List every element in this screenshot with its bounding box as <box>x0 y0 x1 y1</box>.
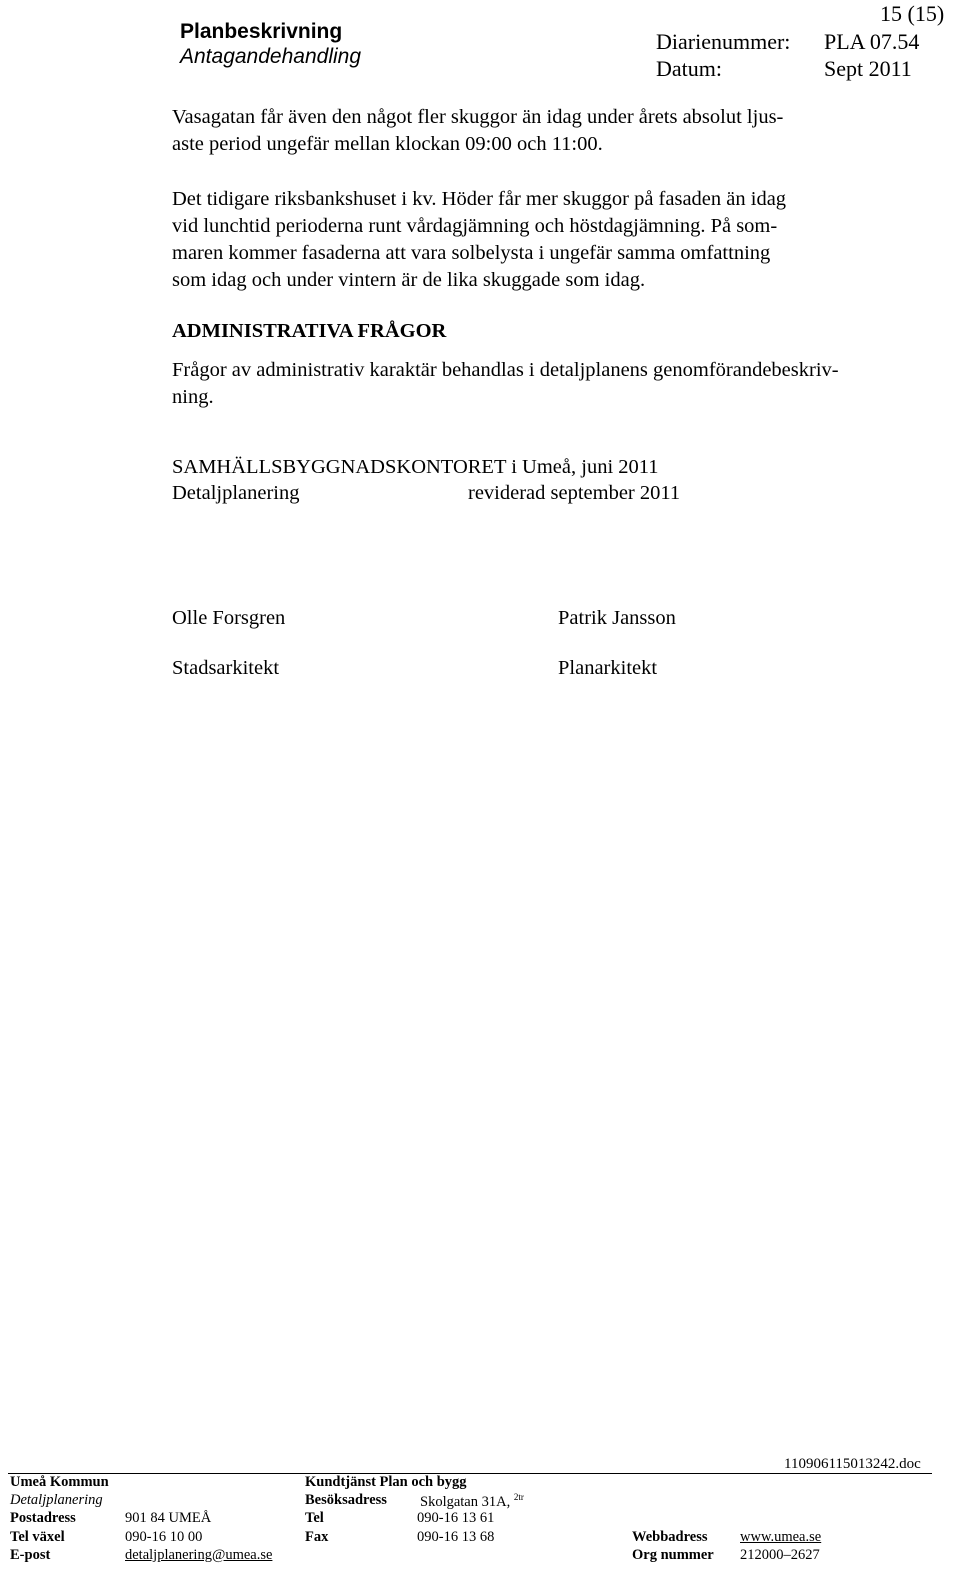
visit-floor: 2tr <box>513 1492 524 1502</box>
paragraph-line: Vasagatan får även den något fler skuggor än idag under årets absolut ljus- <box>172 106 784 128</box>
footer-org: Umeå Kommun <box>10 1474 109 1490</box>
footer-service: Kundtjänst Plan och bygg <box>305 1474 467 1490</box>
footer-email-link[interactable]: detaljplanering@umea.se <box>125 1547 273 1563</box>
footer-tel-label: Tel <box>305 1510 324 1526</box>
signer-name-2: Patrik Jansson <box>558 607 676 629</box>
paragraph-riksbankshuset <box>172 186 892 294</box>
paragraph-line: vid lunchtid perioderna runt vårdagjämning och höstdagjämning. På som- <box>172 215 778 237</box>
paragraph-line: ning. <box>172 386 214 408</box>
footer-orgnr-value: 212000–2627 <box>740 1547 820 1563</box>
footer-switch-label: Tel växel <box>10 1529 65 1545</box>
footer-email-label: E-post <box>10 1547 51 1563</box>
footer-web-label: Webbadress <box>632 1529 708 1545</box>
footer-switch-value: 090-16 10 00 <box>125 1529 203 1545</box>
signer-title-2: Planarkitekt <box>558 657 658 679</box>
paragraph-line: Frågor av administrativ karaktär behandlas i detaljplanens genomförandebeskriv- <box>172 359 839 381</box>
visit-address: Skolgatan 31A, <box>420 1493 511 1510</box>
footer-divider <box>8 1473 932 1474</box>
footer-visit-label: Besöksadress <box>305 1492 387 1508</box>
datum-label: Datum: <box>656 56 722 81</box>
diarienummer-label: Diarienummer: <box>656 29 791 54</box>
document-status: Antagandehandling <box>180 45 362 68</box>
footer-tel-value: 090-16 13 61 <box>417 1510 495 1526</box>
signer-name-1: Olle Forsgren <box>172 607 286 629</box>
paragraph-line: maren kommer fasaderna att vara solbelysta i ungefär samma omfattning <box>172 242 771 264</box>
revised-line: reviderad september 2011 <box>468 482 681 504</box>
footer-fax-value: 090-16 13 68 <box>417 1529 495 1545</box>
diarienummer-value: PLA 07.54 <box>824 29 920 54</box>
footer-web-link[interactable]: www.umea.se <box>740 1529 822 1545</box>
file-name: 110906115013242.doc <box>784 1456 921 1472</box>
footer-dept: Detaljplanering <box>10 1492 103 1508</box>
signer-title-1: Stadsarkitekt <box>172 657 280 679</box>
office-line: SAMHÄLLSBYGGNADSKONTORET i Umeå, juni 2011 <box>172 456 659 478</box>
footer-orgnr-label: Org nummer <box>632 1547 714 1563</box>
paragraph-vasagatan <box>172 104 892 158</box>
paragraph-line: Det tidigare riksbankshuset i kv. Höder får mer skuggor på fasaden än idag <box>172 188 787 210</box>
paragraph-line: aste period ungefär mellan klockan 09:00 och 11:00. <box>172 133 603 155</box>
paragraph-line: som idag och under vintern är de lika skuggade som idag. <box>172 269 646 291</box>
document-type: Planbeskrivning <box>180 20 343 43</box>
page-number: 15 (15) <box>880 1 945 26</box>
paragraph-administrativa <box>172 357 892 411</box>
footer-visit-value <box>420 1492 524 1511</box>
department-line: Detaljplanering <box>172 482 300 504</box>
footer-post-label: Postadress <box>10 1510 76 1526</box>
datum-value: Sept 2011 <box>824 56 912 81</box>
footer-post-value: 901 84 UMEÅ <box>125 1510 212 1526</box>
section-heading: ADMINISTRATIVA FRÅGOR <box>172 320 447 342</box>
footer-fax-label: Fax <box>305 1529 329 1545</box>
